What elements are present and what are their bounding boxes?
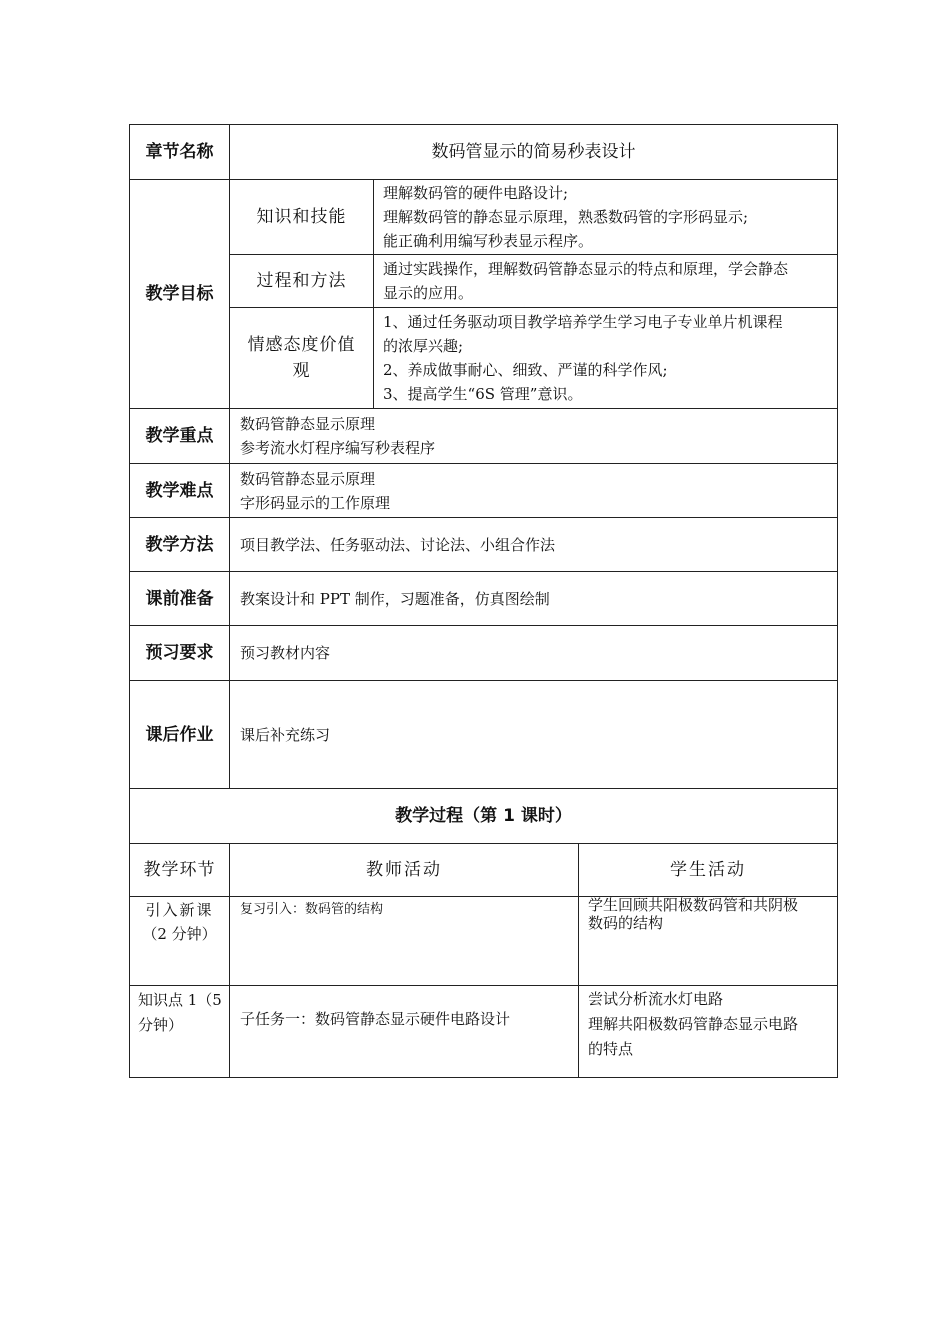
stage-line: 知识点 1（5 bbox=[138, 991, 222, 1009]
process-method-label bbox=[230, 255, 373, 307]
student-line: 尝试分析流水灯电路 bbox=[588, 990, 724, 1008]
process-row-2-teacher bbox=[240, 986, 575, 1052]
knowledge-label bbox=[230, 180, 373, 254]
preparation-text: 教案设计和 PPT 制作，习题准备，仿真图绘制 bbox=[240, 589, 550, 608]
process-method-line: 通过实践操作，理解数码管静态显示的特点和原理，学会静态 bbox=[383, 260, 789, 278]
stage-line: 分钟） bbox=[138, 1016, 184, 1034]
methods-label: 教学方法 bbox=[145, 534, 214, 555]
process-row-2-stage bbox=[138, 988, 228, 1074]
knowledge-line: 能正确利用编写秒表显示程序。 bbox=[383, 232, 594, 250]
key-point-line: 数码管静态显示原理 bbox=[240, 415, 376, 433]
homework-text: 课后补充练习 bbox=[240, 725, 331, 744]
preview-label: 预习要求 bbox=[145, 643, 214, 663]
emotion-content bbox=[383, 310, 835, 408]
chapter-title bbox=[230, 125, 837, 179]
emotion-line: 的浓厚兴趣; bbox=[383, 337, 464, 355]
process-row-1-stage bbox=[130, 898, 229, 984]
key-point-line: 参考流水灯程序编写秒表程序 bbox=[240, 439, 436, 457]
teacher-activity: 子任务一：数码管静态显示硬件电路设计 bbox=[240, 1010, 511, 1028]
difficulty-line: 字形码显示的工作原理 bbox=[240, 493, 391, 512]
preparation-content bbox=[230, 572, 837, 625]
knowledge-content bbox=[383, 181, 835, 253]
preview-content bbox=[230, 626, 837, 680]
process-row-1-student bbox=[588, 896, 834, 982]
process-row-1-teacher bbox=[240, 901, 570, 981]
methods-content bbox=[230, 518, 837, 571]
process-title: 教学过程（第 1 课时） bbox=[395, 806, 572, 826]
knowledge-line: 理解数码管的硬件电路设计; bbox=[383, 184, 569, 202]
key-points-content bbox=[230, 409, 837, 463]
process-method-label-text: 过程和方法 bbox=[256, 271, 347, 291]
emotion-line: 2、养成做事耐心、细致、严谨的科学作风; bbox=[383, 361, 668, 379]
student-line: 数码的结构 bbox=[588, 914, 664, 932]
methods-text: 项目教学法、任务驱动法、讨论法、小组合作法 bbox=[240, 535, 556, 554]
homework-content bbox=[230, 681, 837, 788]
stage-line: 引入新课 bbox=[145, 901, 214, 919]
student-line: 学生回顾共阳极数码管和共阴极 bbox=[588, 896, 799, 914]
emotion-line: 3、提高学生“6S 管理”意识。 bbox=[383, 385, 583, 403]
chapter-label: 章节名称 bbox=[145, 142, 214, 162]
student-header bbox=[579, 844, 837, 896]
difficulties-label: 教学难点 bbox=[145, 480, 214, 501]
process-method-content bbox=[383, 257, 835, 307]
process-row-2-student bbox=[588, 987, 834, 1075]
knowledge-line: 理解数码管的静态显示原理，熟悉数码管的字形码显示; bbox=[383, 208, 749, 226]
process-method-line: 显示的应用。 bbox=[383, 284, 474, 302]
difficulty-line: 数码管静态显示原理 bbox=[240, 469, 376, 488]
teacher-activity: 复习引入：数码管的结构 bbox=[240, 902, 384, 917]
homework-label: 课后作业 bbox=[145, 724, 214, 745]
stage-header bbox=[130, 844, 229, 896]
student-line: 理解共阳极数码管静态显示电路 bbox=[588, 1015, 799, 1033]
student-line: 的特点 bbox=[588, 1040, 634, 1058]
emotion-line: 1、通过任务驱动项目教学培养学生学习电子专业单片机课程 bbox=[383, 313, 783, 331]
stage-line: （2 分钟） bbox=[142, 925, 217, 943]
chapter-title-text: 数码管显示的简易秒表设计 bbox=[431, 142, 636, 162]
objectives-label: 教学目标 bbox=[145, 284, 214, 304]
difficulties-content bbox=[230, 464, 837, 517]
preview-text: 预习教材内容 bbox=[240, 644, 331, 662]
teacher-header bbox=[230, 844, 578, 896]
preparation-label: 课前准备 bbox=[145, 588, 214, 609]
emotion-label bbox=[230, 308, 373, 408]
key-points-label: 教学重点 bbox=[145, 426, 214, 446]
knowledge-label-text: 知识和技能 bbox=[256, 207, 347, 227]
emotion-label-line: 观 bbox=[292, 361, 311, 381]
student-header-text: 学生活动 bbox=[670, 860, 746, 880]
teacher-header-text: 教师活动 bbox=[366, 860, 442, 880]
emotion-label-line: 情感态度价值 bbox=[247, 335, 356, 355]
stage-header-text: 教学环节 bbox=[143, 860, 216, 880]
